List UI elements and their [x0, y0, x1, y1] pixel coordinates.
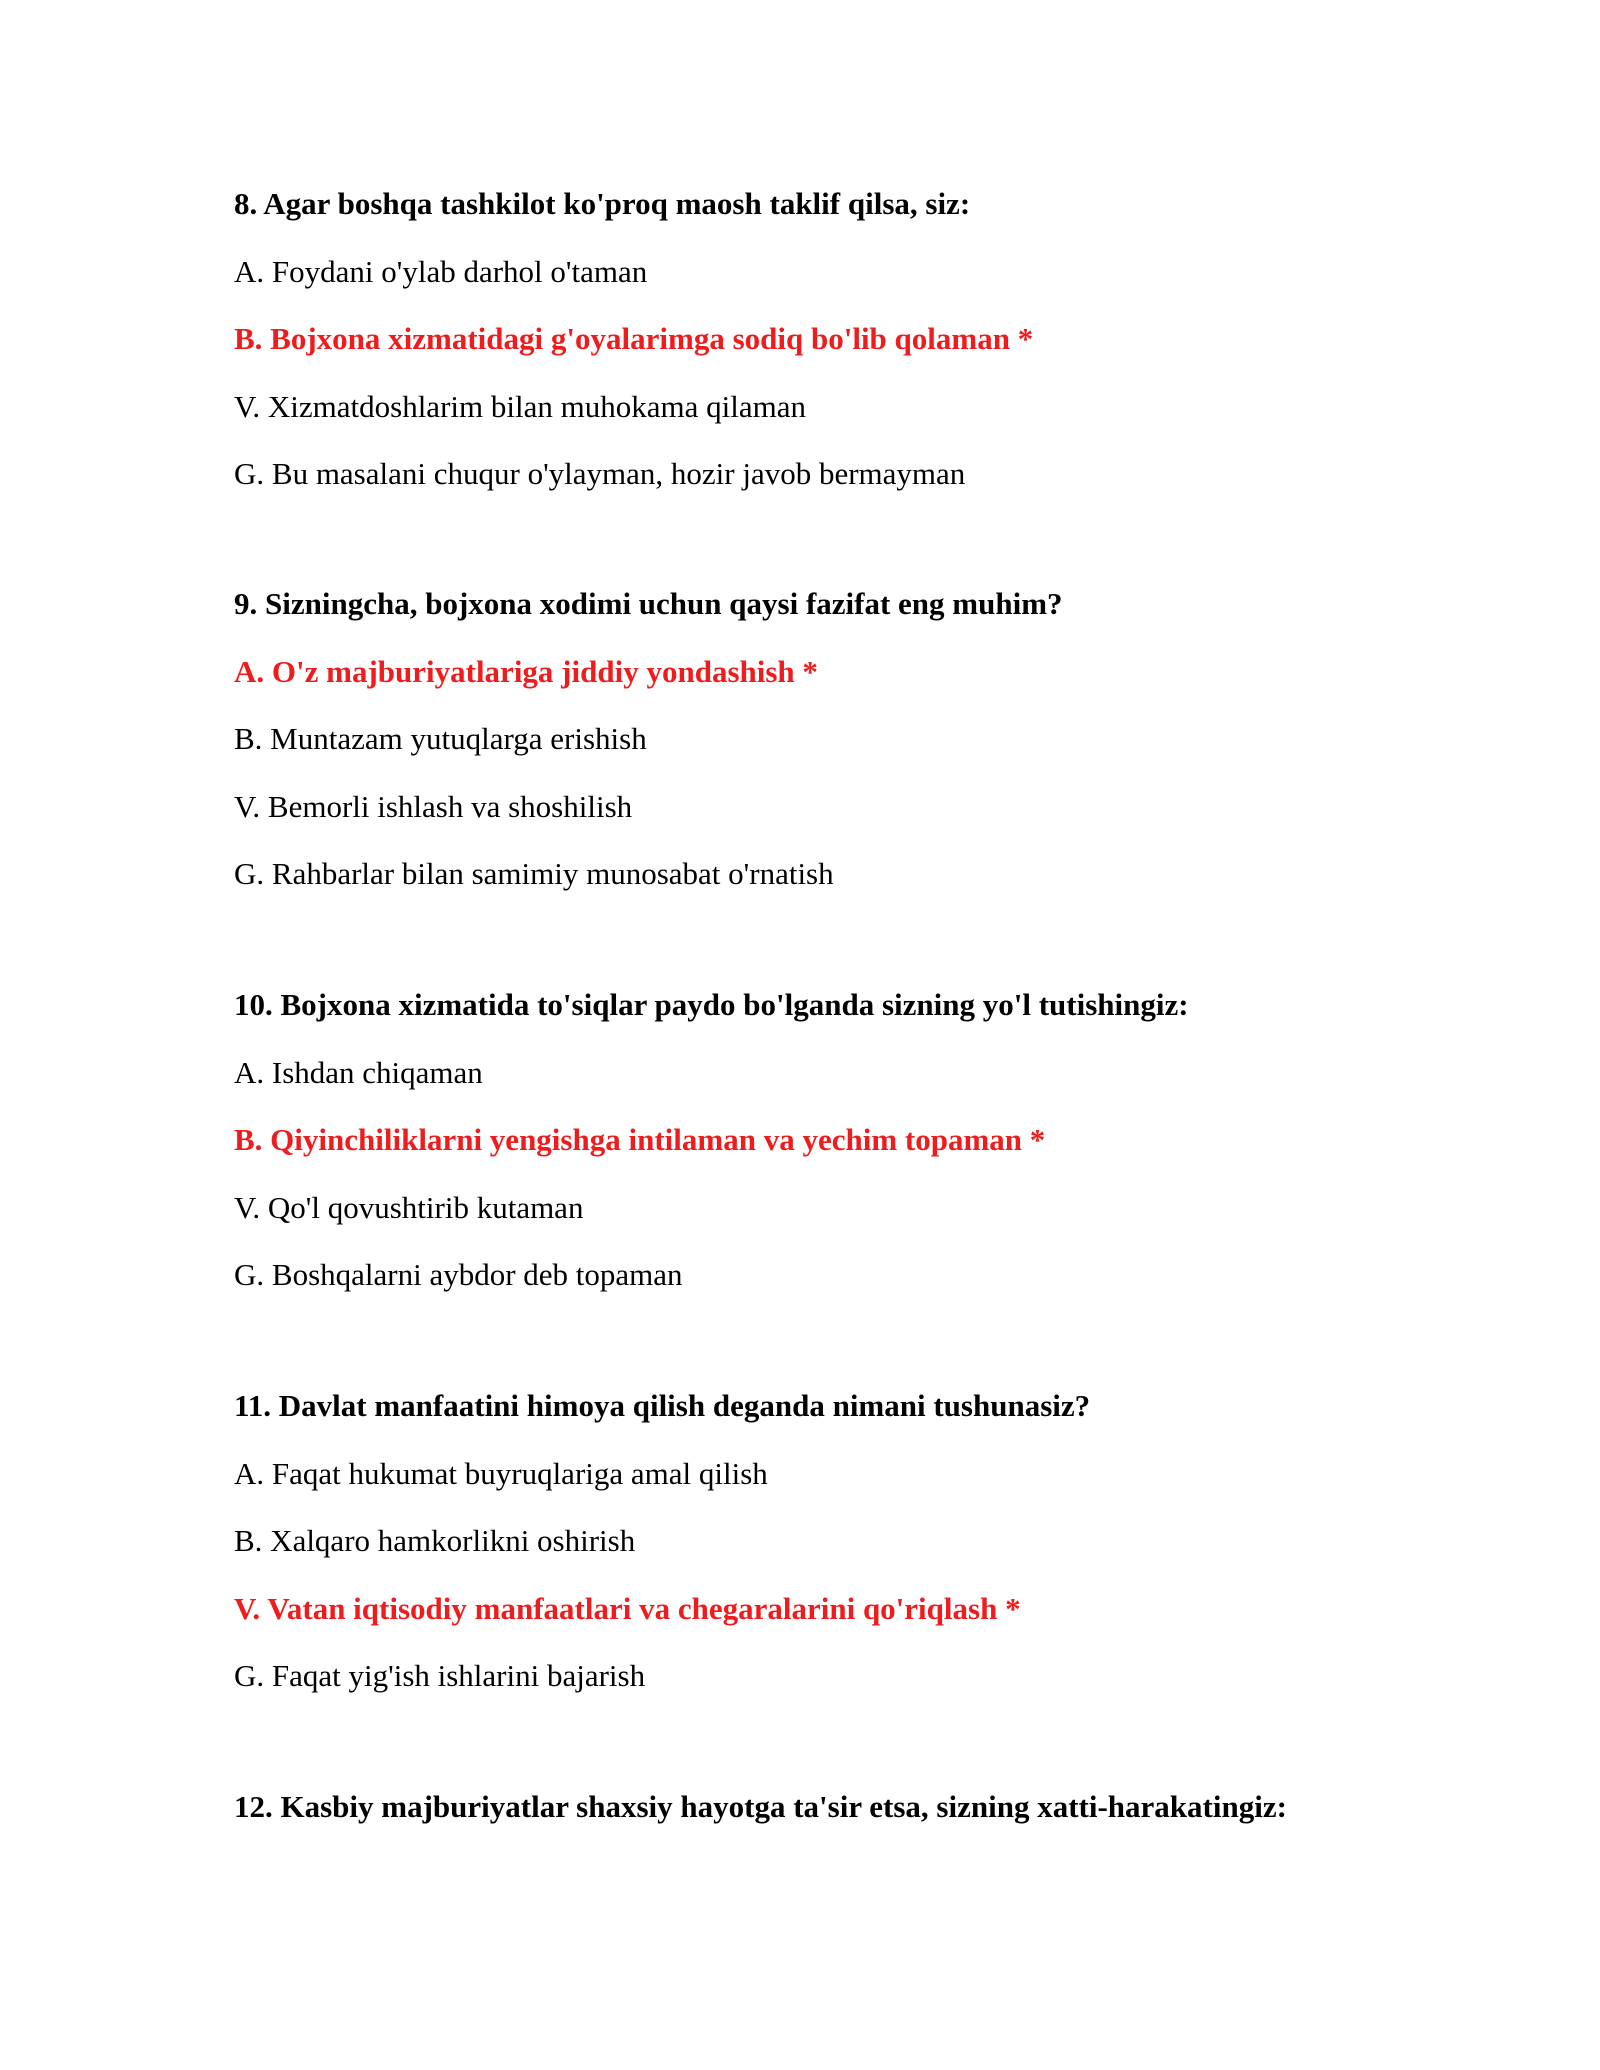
answer-option: B. Muntazam yutuqlarga erishish — [234, 721, 647, 756]
question-title: 8. Agar boshqa tashkilot ko'proq maosh taklif qilsa, siz: — [234, 186, 971, 221]
answer-option: V. Bemorli ishlash va shoshilish — [234, 788, 633, 824]
question-block-10 — [234, 987, 1434, 1293]
question-title: 9. Sizningcha, bojxona xodimi uchun qaysi fazifat eng muhim? — [234, 586, 1063, 621]
question-block-12 — [234, 1789, 1434, 1825]
correct-answer-option: B. Bojxona xizmatidagi g'oyalarimga sodiq bo'lib qolaman * — [234, 321, 1034, 356]
question-title: 10. Bojxona xizmatida to'siqlar paydo bo'lganda sizning yo'l tutishingiz: — [234, 987, 1189, 1022]
answer-option: G. Faqat yig'ish ishlarini bajarish — [234, 1658, 646, 1693]
answer-option: B. Xalqaro hamkorlikni oshirish — [234, 1523, 636, 1558]
correct-answer-option: V. Vatan iqtisodiy manfaatlari va chegaralarini qo'riqlash * — [234, 1590, 1021, 1626]
question-block-9 — [234, 586, 1434, 892]
question-title: 12. Kasbiy majburiyatlar shaxsiy hayotga ta'sir etsa, sizning xatti-harakatingiz: — [234, 1789, 1287, 1824]
answer-option: G. Bu masalani chuqur o'ylayman, hozir javob bermayman — [234, 456, 966, 491]
answer-option: A. Faqat hukumat buyruqlariga amal qilish — [234, 1455, 768, 1491]
correct-answer-option: A. O'z majburiyatlariga jiddiy yondashish * — [234, 653, 818, 689]
answer-option: A. Ishdan chiqaman — [234, 1054, 483, 1090]
answer-option: G. Rahbarlar bilan samimiy munosabat o'rnatish — [234, 856, 834, 891]
answer-option: V. Xizmatdoshlarim bilan muhokama qilaman — [234, 388, 806, 424]
question-block-8 — [234, 186, 1434, 492]
question-title: 11. Davlat manfaatini himoya qilish deganda nimani tushunasiz? — [234, 1388, 1091, 1423]
question-block-11 — [234, 1388, 1434, 1694]
answer-option: A. Foydani o'ylab darhol o'taman — [234, 253, 648, 289]
answer-option: G. Boshqalarni aybdor deb topaman — [234, 1257, 683, 1292]
correct-answer-option: B. Qiyinchiliklarni yengishga intilaman va yechim topaman * — [234, 1122, 1046, 1157]
answer-option: V. Qo'l qovushtirib kutaman — [234, 1189, 584, 1225]
